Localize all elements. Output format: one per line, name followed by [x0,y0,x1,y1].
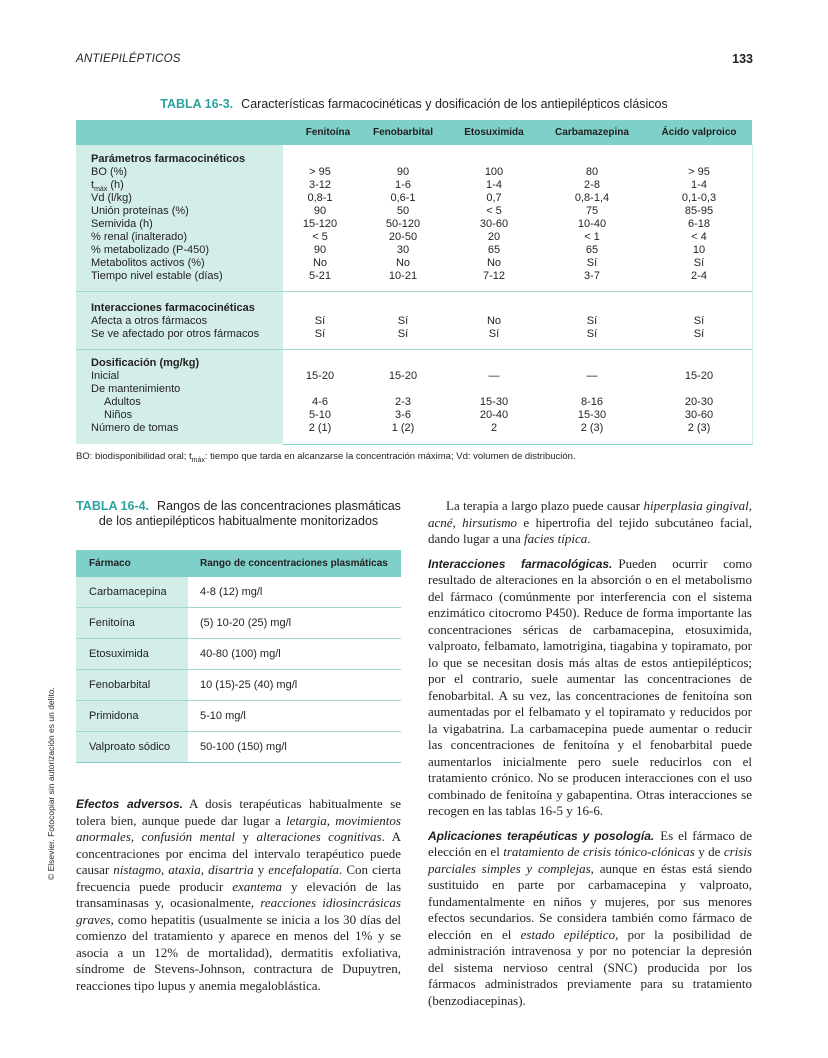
drug-name: Fenitoína [89,617,135,629]
range-value: (5) 10-20 (25) mg/l [200,617,292,629]
table-cell: > 95 [688,166,710,178]
table-cell: 0,7 [486,192,502,204]
drug-name: Valproato sódico [89,741,171,753]
table-cell: 2 (3) [580,422,604,434]
table-row [76,192,752,205]
table4-label: TABLA 16-4. [76,499,150,513]
table-cell: No [395,257,411,269]
table-cell: 15-120 [302,218,338,230]
table-cell: 90 [396,166,410,178]
drug-name: Primidona [89,710,139,722]
table-row [76,701,401,732]
table-cell: 20-30 [684,396,714,408]
table-row [76,231,752,244]
table-cell: 2 [490,422,498,434]
table-row [76,639,401,670]
table-cell: 65 [585,244,599,256]
table-cell: Sí [586,257,598,269]
row-label: Afecta a otros fármacos [91,315,208,327]
table4-title: Rangos de las concentraciones plasmáticas de los antiepilépticos habitualmente monitorizados [98,499,401,528]
table-row [76,670,401,701]
table-cell: Sí [488,328,500,340]
table-cell: Sí [693,257,705,269]
row-label: Tiempo nivel estable (días) [91,270,223,282]
table-cell: 0,1-0,3 [681,192,717,204]
table-cell: 8-16 [580,396,604,408]
table-cell: < 1 [584,231,600,243]
table-cell: No [486,257,502,269]
table-cell: 3-7 [584,270,600,282]
table-cell: 50-120 [385,218,421,230]
table3-label: TABLA 16-3. [160,97,234,111]
table-row [76,270,752,283]
table-cell: 7-12 [482,270,506,282]
section-heading: Efectos adversos. [76,797,183,811]
table-cell: > 95 [309,166,331,178]
table-cell: 90 [313,244,327,256]
table-row [76,257,752,270]
table4-col-header: Fármaco [89,558,131,569]
table3-title: Características farmacocinéticas y dosificación de los antiepilépticos clásicos [241,97,668,111]
table-cell: No [486,315,502,327]
drug-name: Fenobarbital [89,679,151,691]
table-cell: 2-8 [584,179,600,191]
table-row [76,244,752,257]
table-cell: < 4 [691,231,707,243]
table-row [76,205,752,218]
adverse-effects-paragraph: Efectos adversos. A dosis terapéuticas habitualmente se tolera bien, aunque puede dar lugar a letargia, movimientos anormales, confusión mental y alteraciones cognitivas. A concentraciones por encima del intervalo terapéutico puede causar nistagmo, ataxia, disartria y encefalopatía. Con cierta frecuencia puede producir exantema y elevación de las transaminasas y, ocasionalmente, reacciones idiosincrásicas graves, como hepatitis (usualmente se inicia a los 30 días del comienzo del tratamiento y aparece en menos del 1% y se asocia a un 12% de mortalidad), dermatitis exfoliativa, síndrome de Stevens-Johnson, contractura de Dupuytren, reacciones tipo lupus y anemia megaloblástica. [76,796,402,993]
row-label: Metabolitos activos (%) [91,257,205,269]
table3-col-header: Ácido valproico [661,127,737,138]
row-label: Adultos [104,396,141,408]
table-cell: 6-18 [687,218,711,230]
applications-paragraph: Aplicaciones terapéuticas y posología. Es el fármaco de elección en el tratamiento de crisis tónico-clónicas y de crisis parciales simples y complejas, aunque en éstas está siendo sustituido en parte por carbamacepina y valproato, fundamentalmente en niños y mujeres, por sus menores efectos secundarios. Se considera también como fármaco de elección en el estado epiléptico, por la posibilidad de administración intravenosa y por no potenciar la depresión del sistema nervioso central (SNC) producida por los fármacos administrados previamente para su tratamiento (benzodiacepinas). [428,827,753,1008]
table-cell: 0,6-1 [390,192,416,204]
row-label: Se ve afectado por otros fármacos [91,328,260,340]
row-label: BO (%) [91,166,128,178]
table-cell: 20 [487,231,501,243]
row-label: $t_{máx}$ (h) [91,179,124,194]
row-label: % metabolizado (P-450) [91,244,210,256]
table-cell: 85-95 [684,205,714,217]
range-value: 10 (15)-25 (40) mg/l [200,679,298,691]
table-cell: 100 [484,166,504,178]
table3-section-heading: Interacciones farmacocinéticas [91,302,255,314]
table-cell: Sí [586,328,598,340]
table-row [76,409,752,422]
table4-caption [76,499,401,529]
running-head: ANTIEPILÉPTICOS [76,53,181,65]
table-cell: 2-3 [395,396,411,408]
table-cell: No [312,257,328,269]
drug-name: Carbamacepina [89,586,167,598]
range-value: 50-100 (150) mg/l [200,741,287,753]
table-cell: 30-60 [684,409,714,421]
section-heading: Interacciones farmacológicas. [428,556,613,571]
interactions-paragraph: Interacciones farmacológicas. Pueden ocurrir como resultado de alteraciones en la absorción o en el metabolismo del fármaco (comúnmente por interferencia con el sistema enzimático citocromo P450). Reduce de forma importante las concentraciones séricas de carbamacepina, etosuximida, valproato, felbamato, lamotrigina, tiagabina y topiramato, por lo que se necesitan dosis más altas de estos antiepilépticos; por el contrario, suele aumentar las concentraciones de fenobarbital. A su vez, las concentraciones de fenitoína son aumentadas por el felbamato y el topiramato y reducidos por la vigabatrina. La carbamacepina puede aumentar o reducir las concentraciones de fenitoína y el fenobarbital puede aumentarlos inicialmente pero suele reducirlos con el tratamiento crónico. No se producen interacciones con el uso combinado de fenitoína y gabapentina. Otras interacciones se recogen en las tablas 16-5 y 16-6. [428,555,752,818]
table-row [76,383,752,396]
table-cell: 20-40 [479,409,509,421]
table-cell: 20-50 [388,231,418,243]
table-row [76,218,752,231]
table-cell: — [586,370,598,382]
table-cell: 15-30 [479,396,509,408]
table-cell: 1-4 [691,179,707,191]
page-number: 133 [732,52,753,66]
table-cell: < 5 [486,205,502,217]
row-label: Vd (l/kg) [91,192,132,204]
table-cell: 65 [487,244,501,256]
table-cell: 15-20 [388,370,418,382]
plasma-range-table [76,550,401,763]
table-row [76,370,752,383]
table-cell: 5-21 [308,270,332,282]
table-row [76,315,752,328]
row-label: Niños [104,409,133,421]
table-row [76,732,401,763]
range-value: 5-10 mg/l [200,710,246,722]
table-cell: 15-30 [577,409,607,421]
table-row [76,577,401,608]
table-cell: 80 [585,166,599,178]
table-cell: Sí [397,315,409,327]
table-row [76,166,752,179]
table-cell: 30 [396,244,410,256]
table-row [76,328,752,341]
table3-col-header: Fenobarbital [372,127,433,138]
table-cell: Sí [397,328,409,340]
table-cell: Sí [693,328,705,340]
table-cell: 3-12 [308,179,332,191]
table-row [76,422,752,435]
row-label: De mantenimiento [91,383,181,395]
table3-col-header: Carbamazepina [555,127,629,138]
table-cell: 15-20 [684,370,714,382]
table-cell: — [488,370,500,382]
table-cell: 2 (1) [308,422,332,434]
table-cell: 2-4 [691,270,707,282]
table3-caption [0,97,828,111]
table3-section-heading: Parámetros farmacocinéticos [91,153,246,165]
drug-name: Etosuximida [89,648,149,660]
table-cell: 10-40 [577,218,607,230]
row-label: Semivida (h) [91,218,153,230]
table3-header [76,120,752,145]
table-cell: 0,8-1 [307,192,333,204]
range-value: 4-8 (12) mg/l [200,586,263,598]
section-heading: Aplicaciones terapéuticas y posología. [428,828,655,843]
table-cell: 10 [692,244,706,256]
table-cell: Sí [314,315,326,327]
table-row [76,179,752,192]
table-cell: 1-6 [395,179,411,191]
table-cell: < 5 [312,231,328,243]
table-cell: Sí [586,315,598,327]
table-cell: 1 (2) [391,422,415,434]
range-value: 40-80 (100) mg/l [200,648,281,660]
table-cell: 0,8-1,4 [574,192,610,204]
table-cell: 5-10 [308,409,332,421]
table3-col-header: Fenitoína [305,127,351,138]
table-cell: 1-4 [486,179,502,191]
row-label: Unión proteínas (%) [91,205,189,217]
table-cell: 75 [585,205,599,217]
table-cell: 10-21 [388,270,418,282]
table-row [76,396,752,409]
table3-footnote: BO: biodisponibilidad oral; $t_{máx}$: tiempo que tarda en alcanzarse la concentración máxima; Vd: volumen de distribución. [76,451,576,464]
pharmacokinetics-table [76,120,752,444]
table-cell: 4-6 [312,396,328,408]
table-cell: Sí [693,315,705,327]
table-cell: Sí [314,328,326,340]
table-cell: 15-20 [305,370,335,382]
row-label: Número de tomas [91,422,179,434]
table-cell: 3-6 [395,409,411,421]
table-cell: 50 [396,205,410,217]
table3-section-heading: Dosificación (mg/kg) [91,357,200,369]
table-cell: 30-60 [479,218,509,230]
table-cell: 2 (3) [687,422,711,434]
row-label: Inicial [91,370,120,382]
right-column-text [428,498,752,1009]
paragraph: La terapia a largo plazo puede causar hiperplasia gingival, acné, hirsutismo e hipertrofia del tejido subcutáneo facial, dando lugar a una facies típica. [428,498,752,546]
table3-col-header: Etosuximida [464,127,524,138]
table-row [76,608,401,639]
row-label: % renal (inalterado) [91,231,187,243]
table-cell: 90 [313,205,327,217]
table4-header [76,550,401,577]
table4-col-header: Rango de concentraciones plasmáticas [200,558,388,569]
